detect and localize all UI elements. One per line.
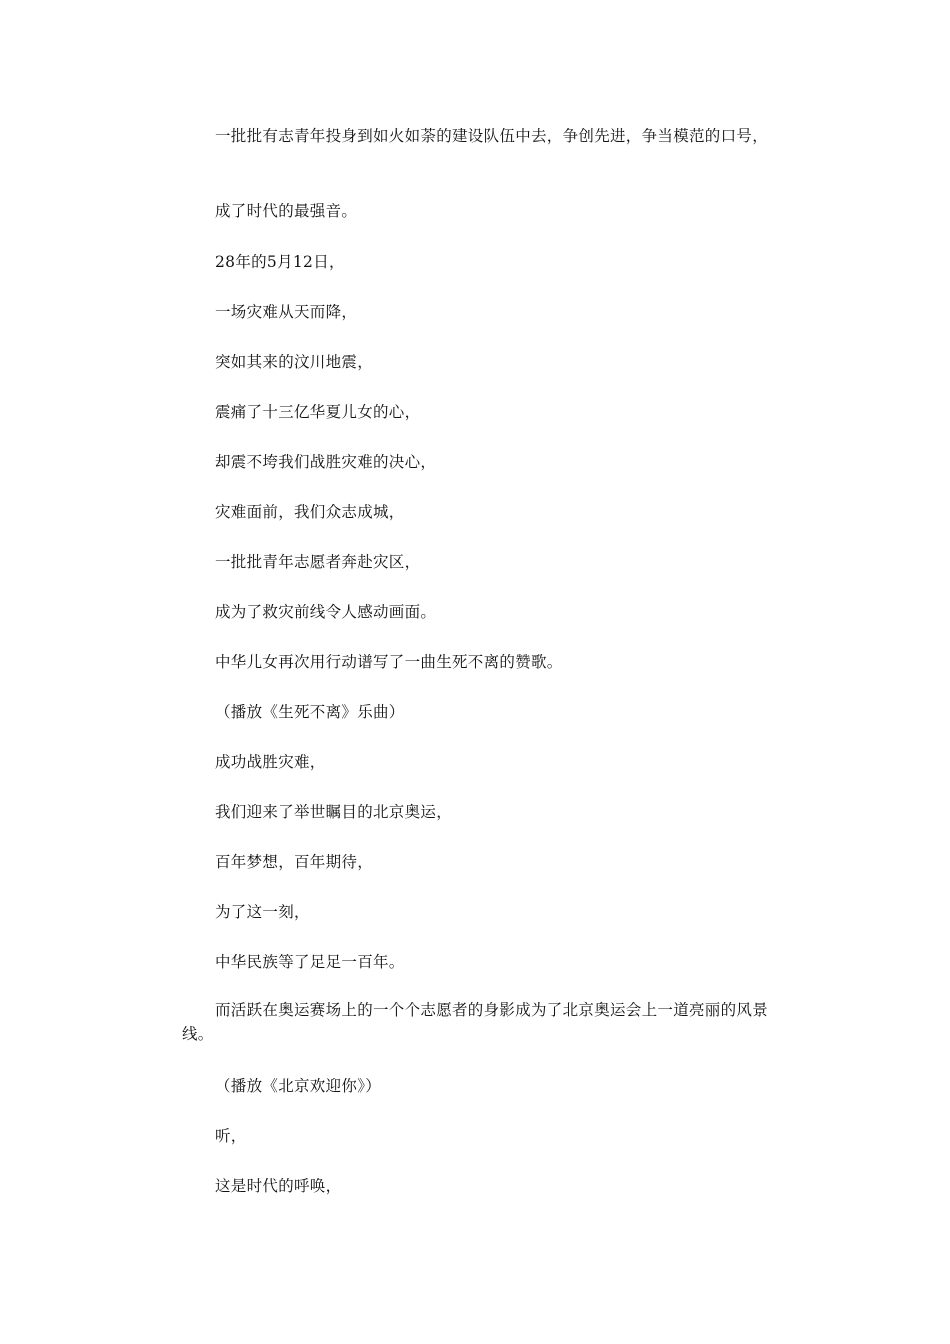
- paragraph: 突如其来的汶川地震，: [215, 353, 374, 371]
- paragraph: 我们迎来了举世瞩目的北京奥运，: [215, 803, 453, 821]
- paragraph: 这是时代的呼唤，: [215, 1177, 342, 1195]
- paragraph: 成功战胜灾难，: [215, 753, 326, 771]
- paragraph: 为了这一刻，: [215, 903, 310, 921]
- paragraph: 震痛了十三亿华夏儿女的心，: [215, 403, 421, 421]
- paragraph: 一场灾难从天而降，: [215, 303, 358, 321]
- paragraph: 28年的5月12日，: [215, 253, 345, 271]
- paragraph: （播放《生死不离》乐曲）: [215, 703, 405, 721]
- paragraph: （播放《北京欢迎你》）: [215, 1077, 382, 1095]
- paragraph: 成了时代的最强音。: [215, 202, 358, 220]
- paragraph: 百年梦想，百年期待，: [215, 853, 374, 871]
- paragraph: 一批批青年志愿者奔赴灾区，: [215, 553, 421, 571]
- paragraph: 却震不垮我们战胜灾难的决心，: [215, 453, 437, 471]
- paragraph: 灾难面前，我们众志成城，: [215, 503, 405, 521]
- paragraph: 一批批有志青年投身到如火如荼的建设队伍中去，争创先进，争当模范的口号，: [215, 127, 769, 145]
- paragraph: 中华儿女再次用行动谱写了一曲生死不离的赞歌。: [215, 653, 563, 671]
- paragraph: 中华民族等了足足一百年。: [215, 953, 405, 971]
- paragraph: 而活跃在奥运赛场上的一个个志愿者的身影成为了北京奥运会上一道亮丽的风景线。: [182, 1001, 769, 1043]
- paragraph: 听，: [215, 1127, 247, 1145]
- paragraph: 成为了救灾前线令人感动画面。: [215, 603, 437, 621]
